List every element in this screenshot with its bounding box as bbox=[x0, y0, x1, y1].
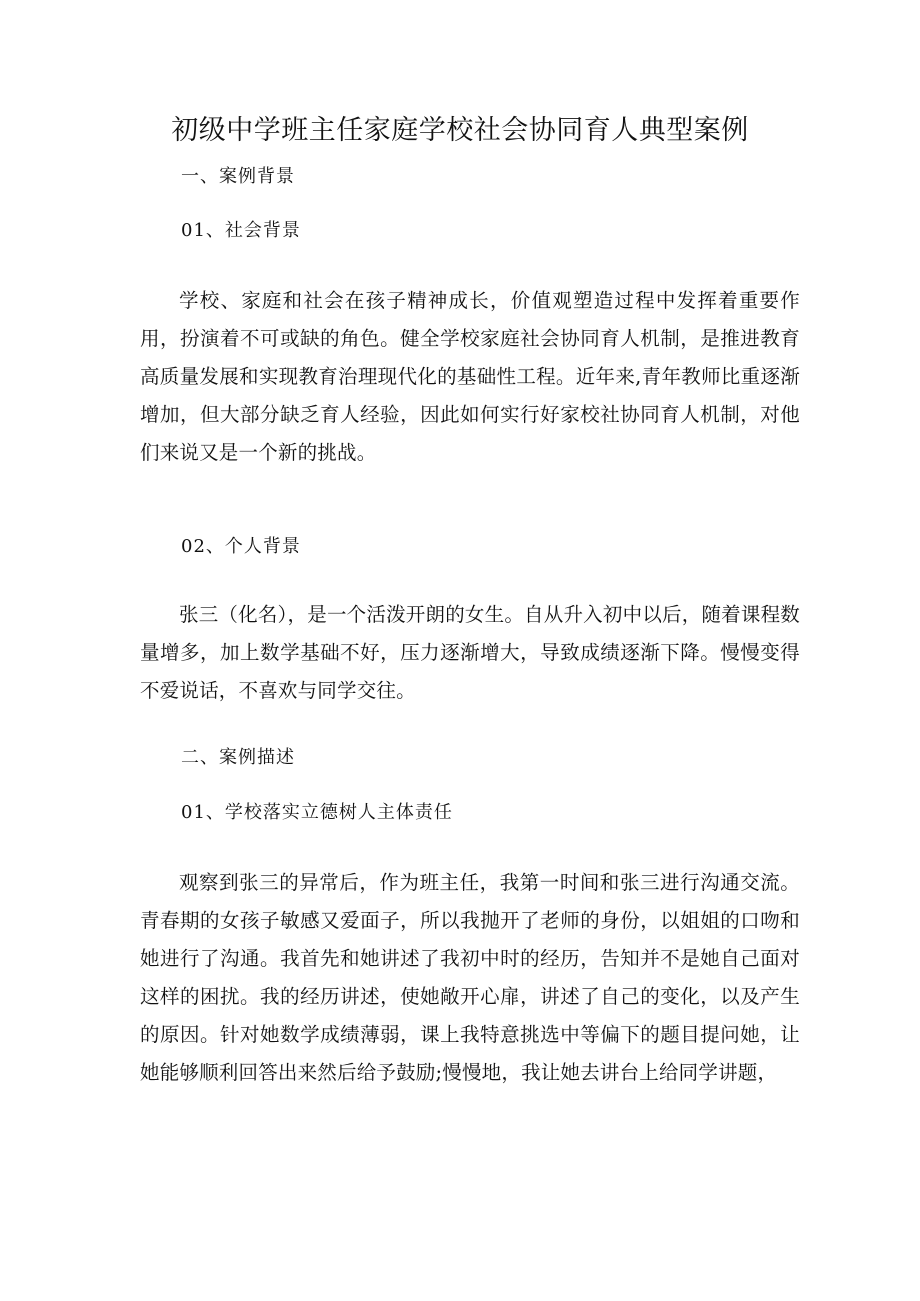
document-title: 初级中学班主任家庭学校社会协同育人典型案例 bbox=[171, 115, 749, 146]
subsection-heading-school-responsibility: 01、学校落实立德树人主体责任 bbox=[181, 802, 453, 823]
subsection-heading-personal-background: 02、个人背景 bbox=[181, 536, 301, 557]
section-heading-description: 二、案例描述 bbox=[181, 747, 295, 768]
paragraph-personal-background: 张三（化名），是一个活泼开朗的女生。自从升入初中以后，随着课程数量增多，加上数学基础不好，压力逐渐增大，导致成绩逐渐下降。慢慢变得不爱说话，不喜欢与同学交往。 bbox=[140, 603, 800, 702]
paragraph-social-background: 学校、家庭和社会在孩子精神成长，价值观塑造过程中发挥着重要作用，扮演着不可或缺的角色。健全学校家庭社会协同育人机制，是推进教育高质量发展和实现教育治理现代化的基础性工程。近年来,青年教师比重逐渐增加，但大部分缺乏育人经验，因此如何实行好家校社协同育人机制，对他们来说又是一个新的挑战。 bbox=[140, 289, 800, 464]
paragraph-school-responsibility: 观察到张三的异常后，作为班主任，我第一时间和张三进行沟通交流。青春期的女孩子敏感又爱面子，所以我抛开了老师的身份，以姐姐的口吻和她进行了沟通。我首先和她讲述了我初中时的经历，告知并不是她自己面对这样的困扰。我的经历讲述，使她敞开心扉，讲述了自己的变化，以及产生的原因。针对她数学成绩薄弱，课上我特意挑选中等偏下的题目提问她，让她能够顺利回答出来然后给予鼓励;慢慢地，我让她去讲台上给同学讲题， bbox=[140, 871, 800, 1084]
subsection-heading-social-background: 01、社会背景 bbox=[181, 220, 301, 241]
section-heading-background: 一、案例背景 bbox=[181, 166, 295, 187]
